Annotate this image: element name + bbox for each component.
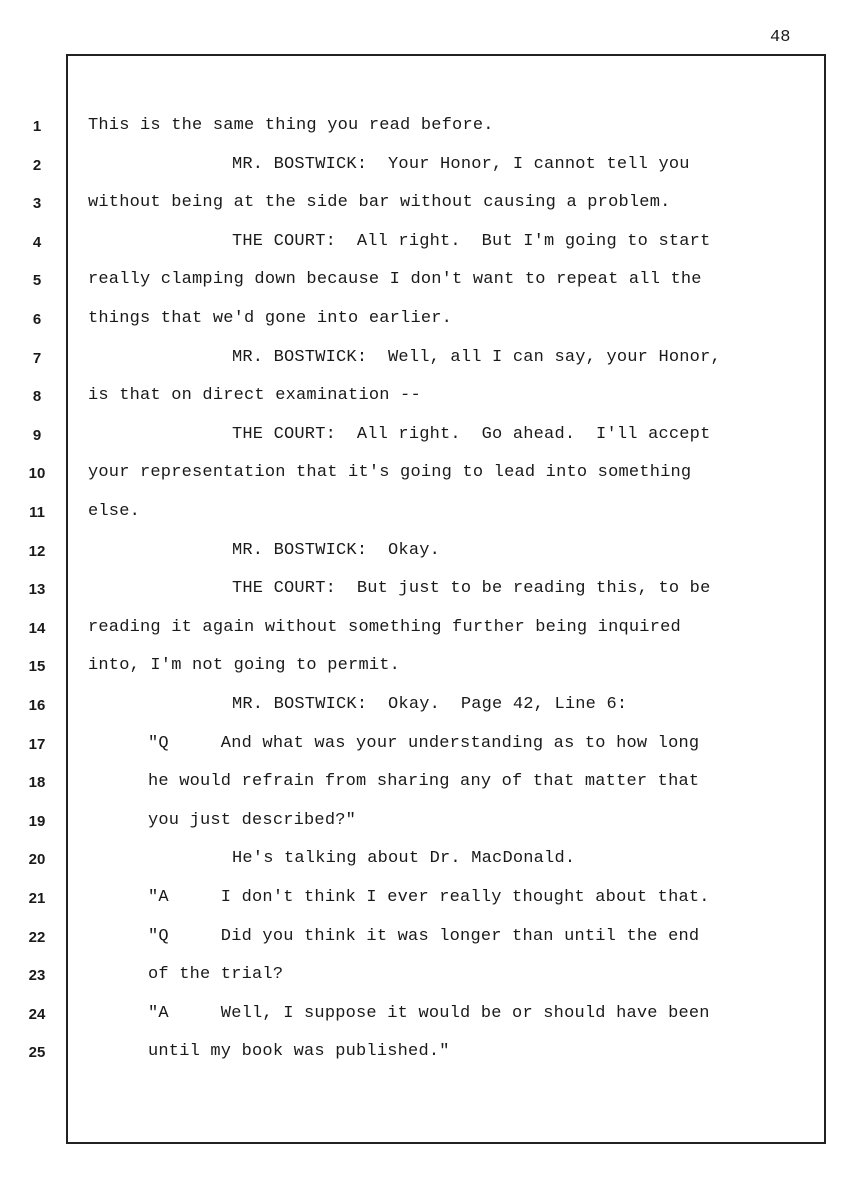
line-number: 2	[32, 156, 42, 174]
transcript-line: without being at the side bar without causing a problem.	[88, 193, 671, 213]
transcript-line: MR. BOSTWICK: Okay. Page 42, Line 6:	[232, 695, 628, 714]
line-number: 8	[32, 388, 42, 406]
transcript-line: THE COURT: All right. But I'm going to start	[232, 231, 711, 251]
transcript-line: he would refrain from sharing any of that matter that	[148, 772, 700, 792]
line-number: 25	[28, 1044, 46, 1062]
transcript-line: reading it again without something further being inquired	[88, 617, 681, 637]
transcript-line: THE COURT: All right. Go ahead. I'll accept	[232, 424, 711, 444]
transcript-line: you just described?"	[148, 810, 357, 830]
line-number: 20	[28, 851, 46, 869]
line-number: 23	[28, 967, 46, 985]
line-number: 11	[29, 504, 45, 521]
transcript-line: THE COURT: But just to be reading this, to be	[232, 579, 711, 599]
transcript-line: of the trial?	[148, 965, 284, 985]
line-number: 16	[28, 697, 46, 714]
line-number: 4	[32, 233, 42, 251]
transcript-line: This is the same thing you read before.	[88, 116, 494, 135]
line-number: 18	[28, 774, 46, 792]
line-number: 5	[32, 272, 42, 290]
transcript-line: "A I don't think I ever really thought about that.	[148, 888, 710, 907]
transcript-line: MR. BOSTWICK: Your Honor, I cannot tell you	[232, 154, 690, 174]
transcript-line: "Q And what was your understanding as to how long	[148, 733, 700, 753]
transcript-line: into, I'm not going to permit.	[88, 656, 401, 676]
line-number: 1	[32, 118, 42, 135]
transcript-line: He's talking about Dr. MacDonald.	[232, 849, 576, 869]
page-number: 48	[770, 28, 791, 47]
transcript-line: things that we'd gone into earlier.	[88, 309, 453, 328]
line-number: 14	[28, 619, 46, 637]
transcript-line: really clamping down because I don't want to repeat all the	[88, 270, 702, 290]
line-number: 19	[28, 812, 46, 830]
line-number: 6	[32, 311, 42, 328]
line-number: 10	[28, 465, 46, 483]
transcript-line: "A Well, I suppose it would be or should have been	[148, 1003, 710, 1023]
line-number: 12	[28, 542, 46, 560]
transcript-line: your representation that it's going to lead into something	[88, 463, 692, 483]
line-number: 22	[28, 928, 46, 946]
transcript-line: MR. BOSTWICK: Well, all I can say, your Honor,	[232, 347, 721, 367]
line-number: 7	[32, 349, 42, 367]
transcript-line: "Q Did you think it was longer than until the end	[148, 926, 700, 946]
transcript-line: else.	[88, 502, 141, 521]
transcript-line: MR. BOSTWICK: Okay.	[232, 540, 441, 560]
line-number: 24	[28, 1005, 46, 1023]
transcript-line: is that on direct examination --	[88, 386, 421, 406]
line-number: 9	[32, 426, 42, 444]
line-number: 13	[28, 581, 46, 599]
line-number: 15	[28, 658, 46, 676]
transcript-line: until my book was published."	[148, 1042, 450, 1062]
line-number: 21	[28, 890, 46, 907]
line-number: 3	[32, 195, 42, 213]
line-number: 17	[28, 735, 46, 753]
